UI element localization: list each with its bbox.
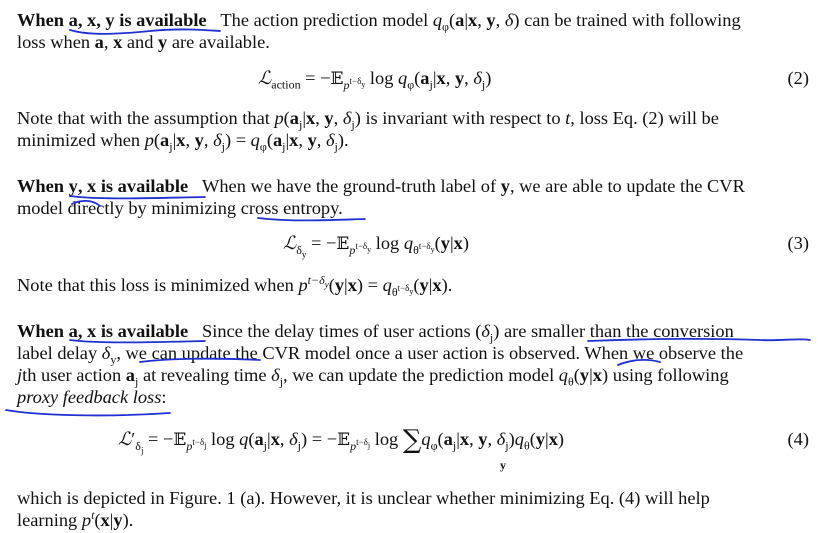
equation-4-body: $ℒ'_{\delta_j}$ = −𝔼$_{p^{t-\delta_j}}$ $\log q(a_j|x$, $\delta_j$) = −𝔼$_{p^{t-\delta_j}}$ $\log \sum q_\varphi(a_j|x$, y, $\delta_j)q_\theta(y|x)$ [118, 425, 565, 456]
paragraph-3 [17, 175, 809, 219]
paragraph-5 [17, 320, 809, 408]
paragraph-1-line-2: loss when a, x and y are available. [17, 32, 270, 52]
paragraph-5-line-4: proxy feedback loss: [17, 387, 167, 407]
paragraph-1 [17, 9, 809, 53]
paragraph-3-line-2: model directly by minimizing cross entropy. [17, 198, 343, 218]
paragraph-5-line-1: When a, x is available Since the delay times of user actions $(\delta_j)$ are smaller than the conversion [17, 321, 734, 345]
equation-3-body: ℒ$_{\delta_y}$ = −𝔼$_{p^{t-\delta_y}}$ $\log q_{\theta^{t-\delta_y}}(y|x)$ [283, 233, 469, 260]
paragraph-4 [17, 272, 809, 299]
equation-2-body: ℒ$_{action}$ = −𝔼$_{p^{t-\delta_y}}$ $\log q_\varphi(a_j|x$, y, $\delta_j$) [258, 68, 492, 92]
equation-4 [0, 425, 824, 472]
paragraph-6-line-2: learning $p^t(x|y)$. [17, 507, 134, 530]
equation-2-number: (2) [787, 68, 809, 88]
paragraph-5-line-2: label delay $\delta_y$, we can update the CVR model once a user action is observed. When we observe the [17, 343, 744, 367]
paragraph-1-line-1: When a, x, y is available The action prediction model $q_\varphi(a|x$, y, δ) can be trained with following [17, 10, 741, 34]
paragraph-2 [17, 107, 809, 154]
paragraph-3-line-1: When y, x is available When we have the ground-truth label of y, we are able to update the CVR [17, 176, 745, 196]
paragraph-6-line-1: which is depicted in Figure. 1 (a). However, it is unclear whether minimizing Eq. (4) will help [17, 488, 710, 508]
paragraph-heading: When a, x, y is available [17, 10, 207, 30]
equation-3-number: (3) [787, 233, 809, 253]
underline-stroke [6, 410, 170, 415]
paragraph-heading: When y, x is available [17, 176, 189, 196]
equation-2 [0, 67, 824, 93]
paragraph-4-line-1: Note that this loss is minimized when $p^{t-\delta_y}(y|x) = q_{\theta^{t-\delta_y}}(y|x)$. [17, 272, 453, 299]
sum-subscript: y [500, 458, 506, 472]
equation-4-number: (4) [787, 429, 809, 449]
equation-3 [0, 232, 824, 258]
paragraph-2-line-2: minimized when $p(a_j|x$, y, $\delta_j) = q_\varphi(a_j|x$, y, $\delta_j$). [17, 130, 349, 154]
paragraph-5-line-3: jth user action $a_j$ at revealing time $\delta_j$, we can update the prediction model $q_\theta(y|x)$ using following [17, 365, 729, 389]
paragraph-6 [17, 487, 809, 531]
paragraph-heading: When a, x is available [17, 321, 189, 341]
paragraph-2-line-1: Note that with the assumption that $p(a_j|x$, y, $\delta_j$) is invariant with respect to t, loss Eq. (2) will be [17, 108, 719, 132]
